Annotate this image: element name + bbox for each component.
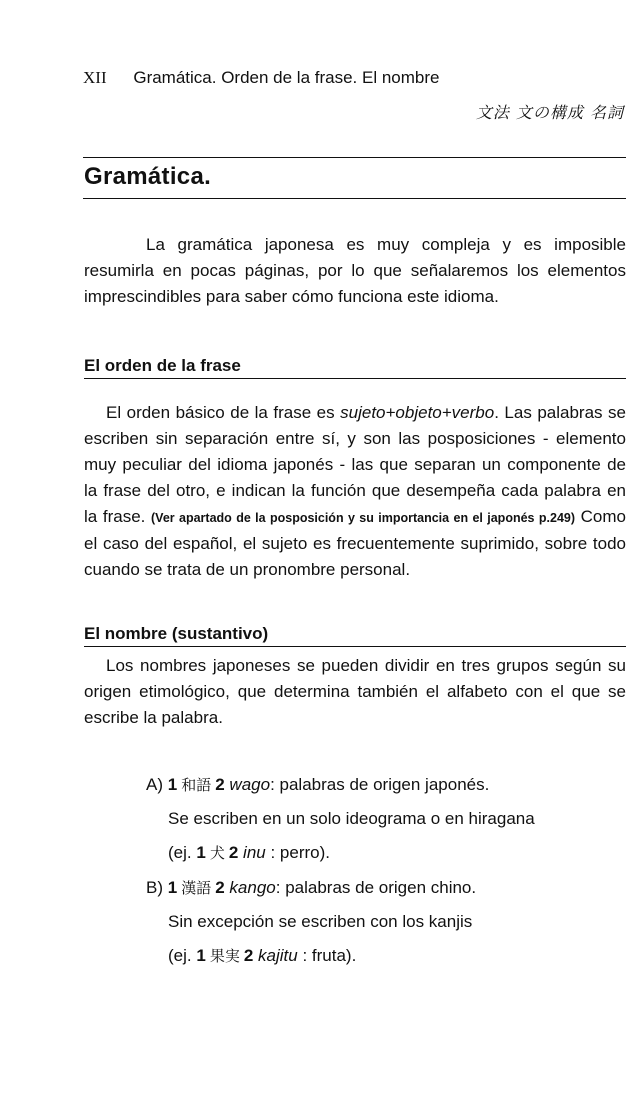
heading-nombre: El nombre (sustantivo) <box>84 624 626 647</box>
group-b-title <box>146 873 476 907</box>
japanese-subtitle: 文法 文の構成 名詞 <box>475 103 624 122</box>
orden-note: (Ver apartado de la posposición y su importancia en el japonés p.249) <box>151 511 576 525</box>
group-romaji: kango <box>229 878 276 897</box>
intro-paragraph: La gramática japonesa es muy compleja y es imposible resumirla en pocas páginas, por lo que señalaremos los elementos imprescindibles para saber cómo funciona este idioma. <box>84 235 626 306</box>
group-b-detail: Sin excepción se escriben con los kanjis <box>168 912 473 931</box>
group-romaji: wago <box>229 775 271 794</box>
example-romaji: kajitu <box>258 946 298 965</box>
nombre-paragraph: Los nombres japoneses se pueden dividir en tres grupos según su origen etimológico, que determina también el alfabeto con el que se escribe la palabra. <box>84 656 626 727</box>
label-two: 2 <box>215 878 225 897</box>
group-description: : palabras de origen chino. <box>275 878 477 897</box>
example-romaji: inu <box>243 843 266 862</box>
group-a <box>146 770 535 872</box>
orden-text-b: . Las palabras se escriben sin separación entre sí, y son las posposiciones - elemento muy peculiar del idioma japonés - las que separan un componente de la frase del otro, e indican la función que desempeña cada palabra en la frase. <box>84 403 627 526</box>
group-kanji: 漢語 <box>181 879 212 897</box>
group-description: : palabras de origen japonés. <box>270 775 490 794</box>
label-one: 1 <box>196 843 206 862</box>
group-b <box>146 873 476 975</box>
label-two: 2 <box>243 946 254 965</box>
orden-paragraph <box>84 400 626 583</box>
group-a-title <box>146 770 535 804</box>
label-one: 1 <box>167 775 178 794</box>
example-open: (ej. <box>168 946 192 965</box>
orden-formula: sujeto+objeto+verbo <box>340 403 495 422</box>
running-title: Gramática. Orden de la frase. El nombre <box>133 68 440 87</box>
group-a-example <box>146 838 535 872</box>
group-letter: B) <box>146 878 163 897</box>
example-meaning: : perro). <box>265 843 330 862</box>
group-kanji: 和語 <box>181 776 212 794</box>
label-one: 1 <box>167 878 178 897</box>
example-open: (ej. <box>168 843 192 862</box>
title-rule-bottom <box>83 198 626 199</box>
example-meaning: : fruta). <box>297 946 357 965</box>
label-two: 2 <box>228 843 239 862</box>
group-letter: A) <box>146 775 163 794</box>
title-rule-top <box>83 157 626 158</box>
orden-text-c: Como el caso del español, el sujeto es frecuentemente suprimido, sobre todo cuando se trata de un pronombre personal. <box>84 507 626 579</box>
orden-text-a: El orden básico de la frase es <box>106 403 341 422</box>
page-number: XII <box>83 68 107 87</box>
heading-orden: El orden de la frase <box>84 356 626 379</box>
label-two: 2 <box>215 775 225 794</box>
group-b-example <box>146 941 476 975</box>
running-header <box>83 68 439 88</box>
section-title: Gramática. <box>84 163 212 190</box>
example-kanji: 果実 <box>209 947 240 965</box>
label-one: 1 <box>196 946 206 965</box>
group-a-detail: Se escriben en un solo ideograma o en hiragana <box>168 809 535 828</box>
example-kanji: 犬 <box>209 844 225 862</box>
